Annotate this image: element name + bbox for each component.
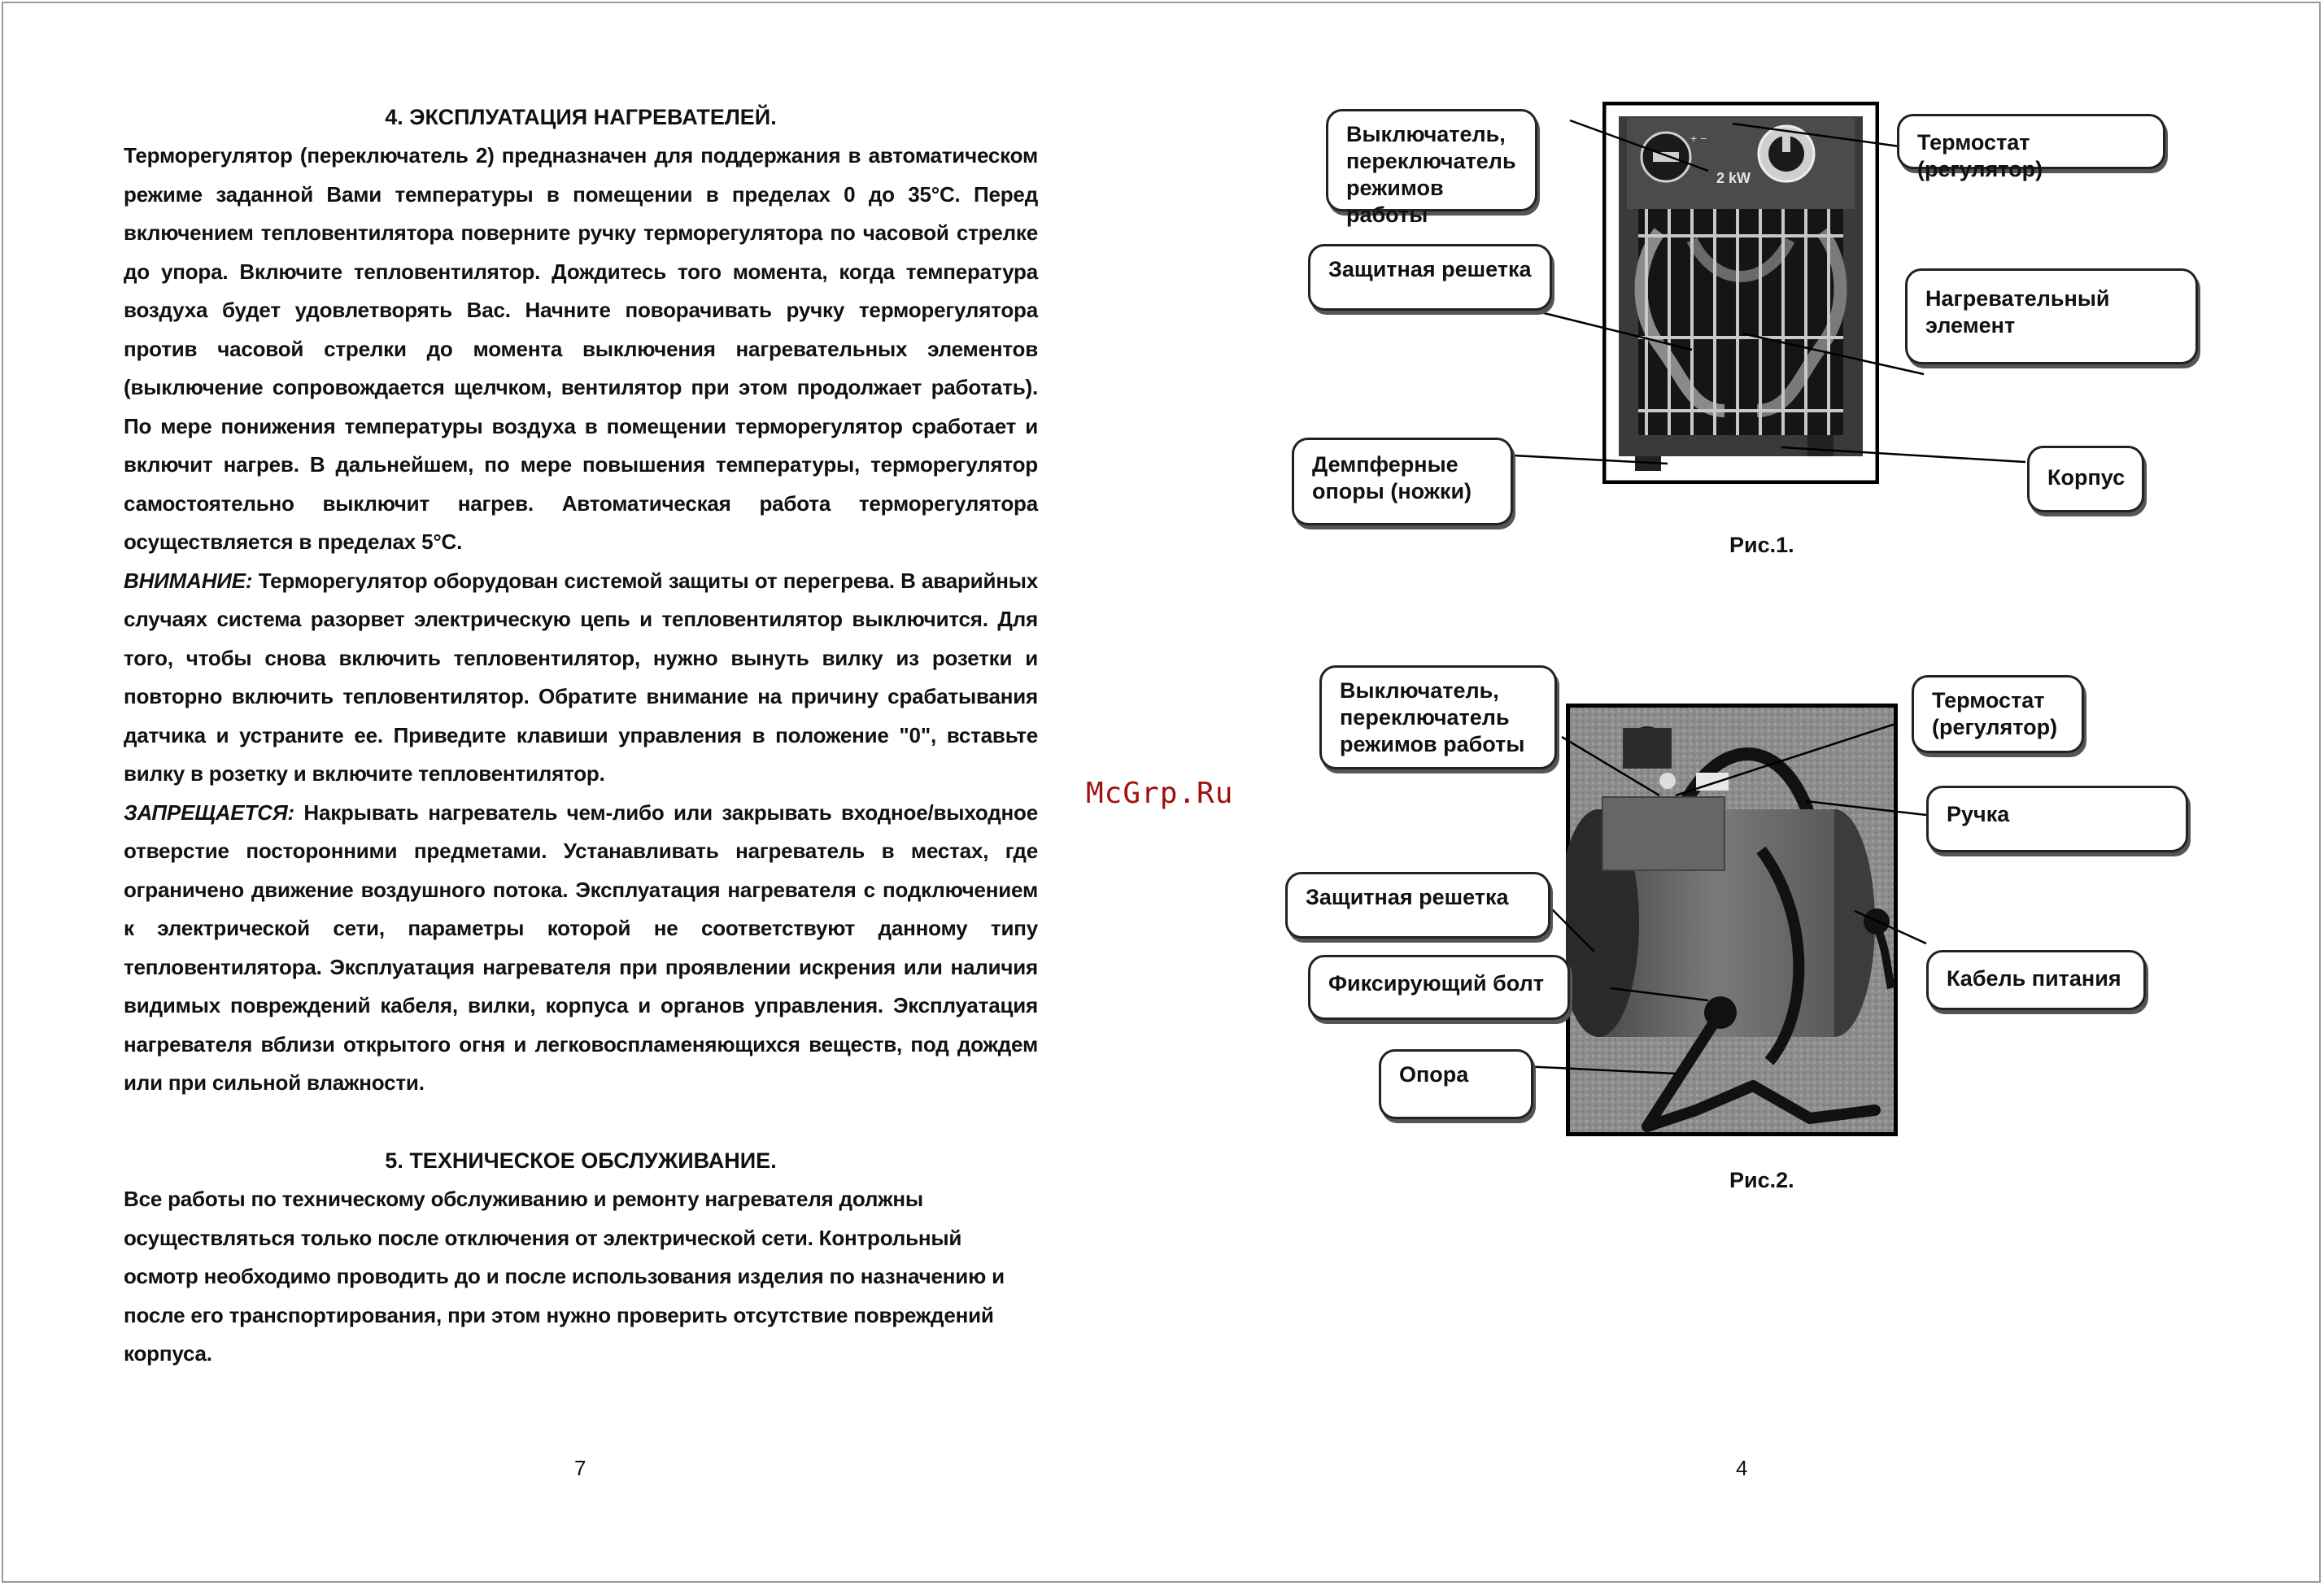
fig1-caption: Рис.1. — [1729, 533, 1794, 557]
fig1-callout-switch: Выключатель, переключатель режимов работы — [1326, 109, 1537, 211]
left-page-text — [124, 98, 1038, 1374]
section-5-body — [124, 1180, 1038, 1374]
fig1-callout-thermostat: Термостат (регулятор) — [1897, 114, 2165, 169]
fig2-callout-thermostat: Термостат (регулятор) — [1912, 675, 2084, 753]
fig2-callout-stand: Опора — [1379, 1049, 1533, 1119]
section-5-line: осуществляться только после отключения от электрической сети. Контрольный — [124, 1225, 962, 1250]
section-5-line: после его транспортирования, при этом нужно проверить отсутствие повреждений — [124, 1302, 994, 1327]
warning-label: ВНИМАНИЕ: — [124, 568, 253, 593]
section-5-line: корпуса. — [124, 1341, 212, 1366]
section-5-title: 5. ТЕХНИЧЕСКОЕ ОБСЛУЖИВАНИЕ. — [385, 1148, 777, 1173]
section-4-paragraph: Терморегулятор (переключатель 2) предназначен для поддержания в автоматическом режиме заданной Вами температуры в помещении в пределах 0 до 35°С. Перед включением тепловентилятора поверните ручку терморегулятора по часовой стрелке до упора. Включите тепловентилятор. Дождитесь того момента, когда температура воздуха будет удовлетворять Вас. Начните поворачивать ручку терморегулятора против часовой стрелки до момента выключения нагревательных элементов (выключение сопровождается щелчком, вентилятор при этом продолжает работать). По мере понижения температуры воздуха в помещении терморегулятор сработает и включит нагрев. В дальнейшем, по мере повышения температуры, терморегулятор самостоятельно выключит нагрев. Автоматическая работа терморегулятора осуществляется в пределах 5°С. — [124, 143, 1038, 554]
warning-text: Терморегулятор оборудован системой защиты от перегрева. В аварийных случаях система разорвет электрическую цепь и тепловентилятор выключится. Для того, чтобы снова включить тепловентилятор, нужно вынуть вилку из розетки и повторно включить тепловентилятор. Обратите внимание на причину срабатывания датчика и устраните ее. Приведите клавиши управления в положение "0", вставьте вилку в розетку и включите тепловентилятор. — [124, 568, 1038, 786]
fig2-callout-power-cable: Кабель питания — [1926, 950, 2146, 1010]
fig1-callout-body: Корпус — [2027, 446, 2144, 512]
fig2-callout-handle: Ручка — [1926, 786, 2188, 852]
left-page-number: 7 — [574, 1456, 586, 1480]
prohibited-label: ЗАПРЕЩАЕТСЯ: — [124, 800, 294, 825]
fig2-callout-fixing-bolt: Фиксирующий болт — [1308, 955, 1570, 1020]
fig1-callout-damper-feet: Демпферные опоры (ножки) — [1292, 438, 1513, 525]
watermark: McGrp.Ru — [1086, 777, 1234, 810]
fig1-power-label: 2 kW — [1716, 170, 1751, 186]
section-5-line: осмотр необходимо проводить до и после использования изделия по назначению и — [124, 1264, 1005, 1288]
fig1-callout-grille: Защитная решетка — [1308, 244, 1552, 311]
prohibited-text: Накрывать нагреватель чем-либо или закрывать входное/выходное отверстие посторонними предметами. Устанавливать нагреватель в местах, где ограничено движение воздушного потока. Эксплуатация нагревателя с подключением к электрической сети, параметры которой не соответствуют данному типу тепловентилятора. Эксплуатация нагревателя при проявлении искрения или наличия видимых повреждений кабеля, вилки, корпуса и органов управления. Эксплуатация нагревателя вблизи открытого огня и легковоспламеняющихся веществ, под дождем или при сильной влажности. — [124, 800, 1038, 1095]
fig2-caption: Рис.2. — [1729, 1168, 1794, 1192]
fig2-callout-grille: Защитная решетка — [1285, 872, 1550, 939]
warning-paragraph — [124, 562, 1038, 794]
fig1-callout-heating-element: Нагревательный элемент — [1905, 268, 2198, 364]
right-page-number: 4 — [1736, 1456, 1748, 1480]
prohibited-paragraph — [124, 794, 1038, 1103]
svg-text:+ −: + − — [1690, 132, 1707, 145]
section-4-title: 4. ЭКСПЛУАТАЦИЯ НАГРЕВАТЕЛЕЙ. — [385, 105, 777, 129]
section-5-line: Все работы по техническому обслуживанию и ремонту нагревателя должны — [124, 1187, 923, 1211]
fig2-callout-switch: Выключатель, переключатель режимов работы — [1319, 665, 1557, 769]
